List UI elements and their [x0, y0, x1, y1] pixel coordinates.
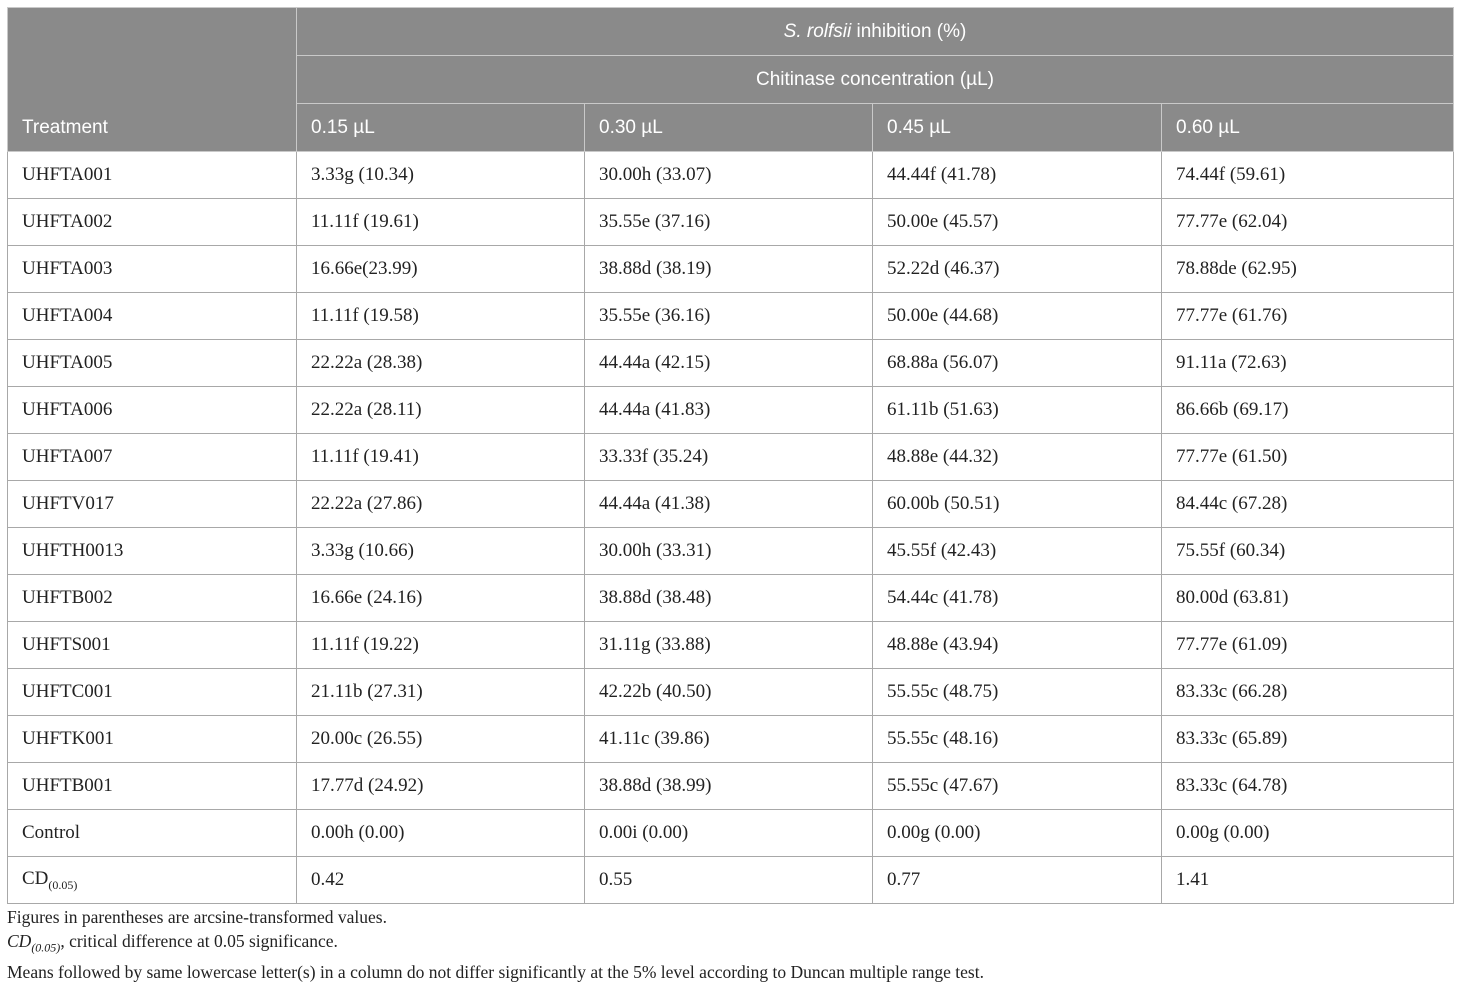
treatment-header: Treatment	[8, 8, 297, 152]
value-cell: 0.00h (0.00)	[297, 810, 585, 857]
value-cell: 91.11a (72.63)	[1162, 340, 1454, 387]
value-cell: 68.88a (56.07)	[873, 340, 1162, 387]
treatment-cell: UHFTA005	[8, 340, 297, 387]
value-cell: 78.88de (62.95)	[1162, 246, 1454, 293]
table-row	[8, 340, 1454, 387]
value-cell: 50.00e (44.68)	[873, 293, 1162, 340]
footnotes	[7, 905, 1453, 984]
value-cell: 77.77e (61.50)	[1162, 434, 1454, 481]
value-cell: 48.88e (43.94)	[873, 622, 1162, 669]
table-row	[8, 434, 1454, 481]
column-header-045: 0.45 µL	[873, 104, 1162, 152]
value-cell: 21.11b (27.31)	[297, 669, 585, 716]
value-cell: 0.00g (0.00)	[873, 810, 1162, 857]
treatment-cell: UHFTA007	[8, 434, 297, 481]
value-cell: 83.33c (66.28)	[1162, 669, 1454, 716]
value-cell: 41.11c (39.86)	[585, 716, 873, 763]
value-cell: 35.55e (37.16)	[585, 199, 873, 246]
table-row	[8, 199, 1454, 246]
value-cell: 20.00c (26.55)	[297, 716, 585, 763]
table-header	[8, 8, 1454, 152]
value-cell: 54.44c (41.78)	[873, 575, 1162, 622]
treatment-cell: UHFTV017	[8, 481, 297, 528]
cd-label: CD	[22, 867, 49, 889]
value-cell: 38.88d (38.48)	[585, 575, 873, 622]
cd-value-cell: 0.77	[873, 857, 1162, 904]
value-cell: 55.55c (47.67)	[873, 763, 1162, 810]
inhibition-label: inhibition (%)	[851, 20, 967, 42]
cd-value-cell: 0.55	[585, 857, 873, 904]
treatment-cell: UHFTB002	[8, 575, 297, 622]
inhibition-table	[7, 7, 1454, 904]
value-cell: 84.44c (67.28)	[1162, 481, 1454, 528]
treatment-cell: UHFTA006	[8, 387, 297, 434]
value-cell: 80.00d (63.81)	[1162, 575, 1454, 622]
cd-label-cell	[8, 857, 297, 904]
value-cell: 42.22b (40.50)	[585, 669, 873, 716]
table-row	[8, 622, 1454, 669]
value-cell: 22.22a (27.86)	[297, 481, 585, 528]
value-cell: 11.11f (19.22)	[297, 622, 585, 669]
table-row	[8, 481, 1454, 528]
value-cell: 52.22d (46.37)	[873, 246, 1162, 293]
value-cell: 30.00h (33.07)	[585, 152, 873, 199]
value-cell: 30.00h (33.31)	[585, 528, 873, 575]
column-header-015: 0.15 µL	[297, 104, 585, 152]
header-row-group	[8, 8, 1454, 56]
treatment-cell: UHFTH0013	[8, 528, 297, 575]
results-table-container	[7, 7, 1453, 904]
table-row	[8, 810, 1454, 857]
value-cell: 35.55e (36.16)	[585, 293, 873, 340]
value-cell: 86.66b (69.17)	[1162, 387, 1454, 434]
value-cell: 16.66e(23.99)	[297, 246, 585, 293]
footnote-arcsine: Figures in parentheses are arcsine-transformed values.	[7, 907, 387, 927]
value-cell: 44.44f (41.78)	[873, 152, 1162, 199]
value-cell: 77.77e (62.04)	[1162, 199, 1454, 246]
value-cell: 44.44a (42.15)	[585, 340, 873, 387]
value-cell: 38.88d (38.19)	[585, 246, 873, 293]
value-cell: 60.00b (50.51)	[873, 481, 1162, 528]
column-header-060: 0.60 µL	[1162, 104, 1454, 152]
footnote-cd-term	[7, 931, 61, 955]
footnote-cd-text: , critical difference at 0.05 significance.	[60, 931, 338, 951]
value-cell: 11.11f (19.58)	[297, 293, 585, 340]
table-body	[8, 152, 1454, 904]
value-cell: 3.33g (10.66)	[297, 528, 585, 575]
value-cell: 48.88e (44.32)	[873, 434, 1162, 481]
table-row	[8, 387, 1454, 434]
column-header-030: 0.30 µL	[585, 104, 873, 152]
inhibition-group-header	[297, 8, 1454, 56]
value-cell: 75.55f (60.34)	[1162, 528, 1454, 575]
value-cell: 74.44f (59.61)	[1162, 152, 1454, 199]
table-row	[8, 763, 1454, 810]
value-cell: 0.00g (0.00)	[1162, 810, 1454, 857]
value-cell: 11.11f (19.61)	[297, 199, 585, 246]
concentration-subgroup-header: Chitinase concentration (µL)	[297, 56, 1454, 104]
cd-value-cell: 0.42	[297, 857, 585, 904]
value-cell: 44.44a (41.83)	[585, 387, 873, 434]
table-row	[8, 716, 1454, 763]
value-cell: 77.77e (61.09)	[1162, 622, 1454, 669]
value-cell: 31.11g (33.88)	[585, 622, 873, 669]
value-cell: 17.77d (24.92)	[297, 763, 585, 810]
value-cell: 83.33c (64.78)	[1162, 763, 1454, 810]
value-cell: 16.66e (24.16)	[297, 575, 585, 622]
value-cell: 55.55c (48.75)	[873, 669, 1162, 716]
treatment-cell: UHFTA003	[8, 246, 297, 293]
value-cell: 44.44a (41.38)	[585, 481, 873, 528]
cd-label-subscript: (0.05)	[48, 877, 78, 892]
table-row	[8, 669, 1454, 716]
cd-value-cell: 1.41	[1162, 857, 1454, 904]
value-cell: 33.33f (35.24)	[585, 434, 873, 481]
treatment-cell: UHFTB001	[8, 763, 297, 810]
value-cell: 61.11b (51.63)	[873, 387, 1162, 434]
footnote-cd-term-sub: (0.05)	[31, 940, 61, 955]
value-cell: 0.00i (0.00)	[585, 810, 873, 857]
value-cell: 77.77e (61.76)	[1162, 293, 1454, 340]
treatment-cell: UHFTA002	[8, 199, 297, 246]
table-row	[8, 528, 1454, 575]
treatment-cell: UHFTA004	[8, 293, 297, 340]
value-cell: 38.88d (38.99)	[585, 763, 873, 810]
footnote-duncan: Means followed by same lowercase letter(s) in a column do not differ significantly at the 5% level according to Duncan multiple range test.	[7, 961, 984, 982]
value-cell: 83.33c (65.89)	[1162, 716, 1454, 763]
cd-row	[8, 857, 1454, 904]
treatment-cell: UHFTA001	[8, 152, 297, 199]
value-cell: 55.55c (48.16)	[873, 716, 1162, 763]
treatment-cell: UHFTC001	[8, 669, 297, 716]
value-cell: 11.11f (19.41)	[297, 434, 585, 481]
table-row	[8, 293, 1454, 340]
value-cell: 3.33g (10.34)	[297, 152, 585, 199]
value-cell: 50.00e (45.57)	[873, 199, 1162, 246]
treatment-cell: UHFTK001	[8, 716, 297, 763]
treatment-cell: UHFTS001	[8, 622, 297, 669]
footnote-cd	[7, 929, 1453, 960]
table-row	[8, 575, 1454, 622]
footnote-cd-term-main: CD	[7, 931, 32, 951]
value-cell: 22.22a (28.11)	[297, 387, 585, 434]
table-row	[8, 152, 1454, 199]
species-name: S. rolfsii	[783, 20, 852, 42]
table-row	[8, 246, 1454, 293]
value-cell: 22.22a (28.38)	[297, 340, 585, 387]
treatment-cell: Control	[8, 810, 297, 857]
value-cell: 45.55f (42.43)	[873, 528, 1162, 575]
